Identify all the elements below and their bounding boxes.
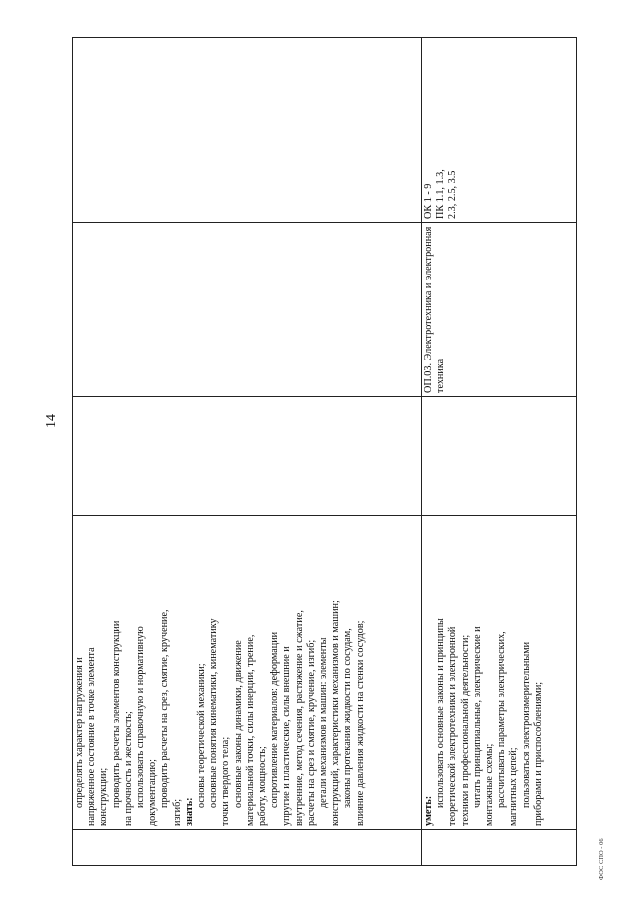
table-row xyxy=(73,38,422,866)
text-line: напряженное состояние в точке элемента xyxy=(86,647,98,826)
text-line: на прочность и жесткость; xyxy=(122,711,134,826)
skills-text-block xyxy=(423,519,545,826)
competence-table-grid xyxy=(72,37,577,866)
text-line: документацию; xyxy=(147,759,159,826)
text-line: работу, мощность; xyxy=(257,746,269,826)
table-cell-empty xyxy=(73,830,422,866)
text-line: расчеты на срез и смятие, кручение, изгиб; xyxy=(305,639,317,826)
text-line: законы протекания жидкости по сосудам, xyxy=(342,628,354,808)
skills-cell xyxy=(73,516,422,830)
competences-cell xyxy=(422,38,577,223)
table-cell-empty xyxy=(73,397,422,516)
text-line: точки твердого тела; xyxy=(220,736,232,826)
competence-line: 2.3, 2.5, 3.5 xyxy=(447,170,459,219)
table-cell-empty xyxy=(422,830,577,866)
text-line: проводить расчеты элементов конструкции xyxy=(110,620,122,808)
competence-line: ОК 1 - 9 xyxy=(423,183,434,219)
text-line: изгиб; xyxy=(171,798,183,826)
footer-code: ФОС СПО - 06 xyxy=(598,838,605,880)
text-line: приборами и приспособлениями; xyxy=(532,681,544,826)
text-line: влияние давления жидкости на стенки сосудов; xyxy=(354,620,366,826)
text-line: использовать справочную и нормативную xyxy=(135,626,147,808)
section-heading: уметь: xyxy=(423,795,434,826)
text-line: конструкций, характеристики механизмов и машин; xyxy=(330,600,342,826)
text-line: упругие и пластические, силы внешние и xyxy=(281,646,293,826)
skills-cell xyxy=(422,516,577,830)
text-line: теоретической электротехники и электронной xyxy=(447,626,459,826)
text-line: техники в профессиональной деятельности; xyxy=(459,634,471,826)
text-line: использовать основные законы и принципы xyxy=(435,618,447,808)
text-line: детали механизмов и машин: элементы xyxy=(318,637,330,808)
text-line: магнитных цепей; xyxy=(508,747,520,826)
text-line: конструкции; xyxy=(98,767,110,826)
section-heading: знать: xyxy=(183,797,195,826)
text-line: пользоваться электроизмерительными xyxy=(520,641,532,808)
discipline-cell: ОП.03. Электротехника и электронная техника xyxy=(422,223,577,397)
skills-text-block xyxy=(74,519,367,826)
text-line: основные понятия кинематики, кинематику xyxy=(208,618,220,808)
text-line: материальной точки, силы инерции, трение, xyxy=(244,634,256,826)
text-line: определять характер нагружения и xyxy=(74,657,85,808)
page-number: 14 xyxy=(44,414,59,428)
text-line: внутренние, метод сечения, растяжение и сжатие, xyxy=(293,610,305,826)
table-row xyxy=(422,38,577,866)
text-line: основные законы динамики, движение xyxy=(232,640,244,808)
text-line: читать принципиальные, электрические и xyxy=(471,626,483,808)
table-cell-empty xyxy=(73,38,422,223)
text-line: рассчитывать параметры электрических, xyxy=(496,631,508,808)
competence-line: ПК 1.1, 1.3, xyxy=(435,169,447,219)
table-cell-empty xyxy=(422,397,577,516)
competence-table xyxy=(72,38,576,866)
text-line: сопротивление материалов: деформации xyxy=(269,631,281,808)
text-line: проводить расчеты на срез, смятие, кручение, xyxy=(159,609,171,808)
text-line: монтажные схемы; xyxy=(484,743,496,826)
text-line: основы теоретической механики; xyxy=(196,663,208,808)
table-cell-empty xyxy=(73,223,422,397)
